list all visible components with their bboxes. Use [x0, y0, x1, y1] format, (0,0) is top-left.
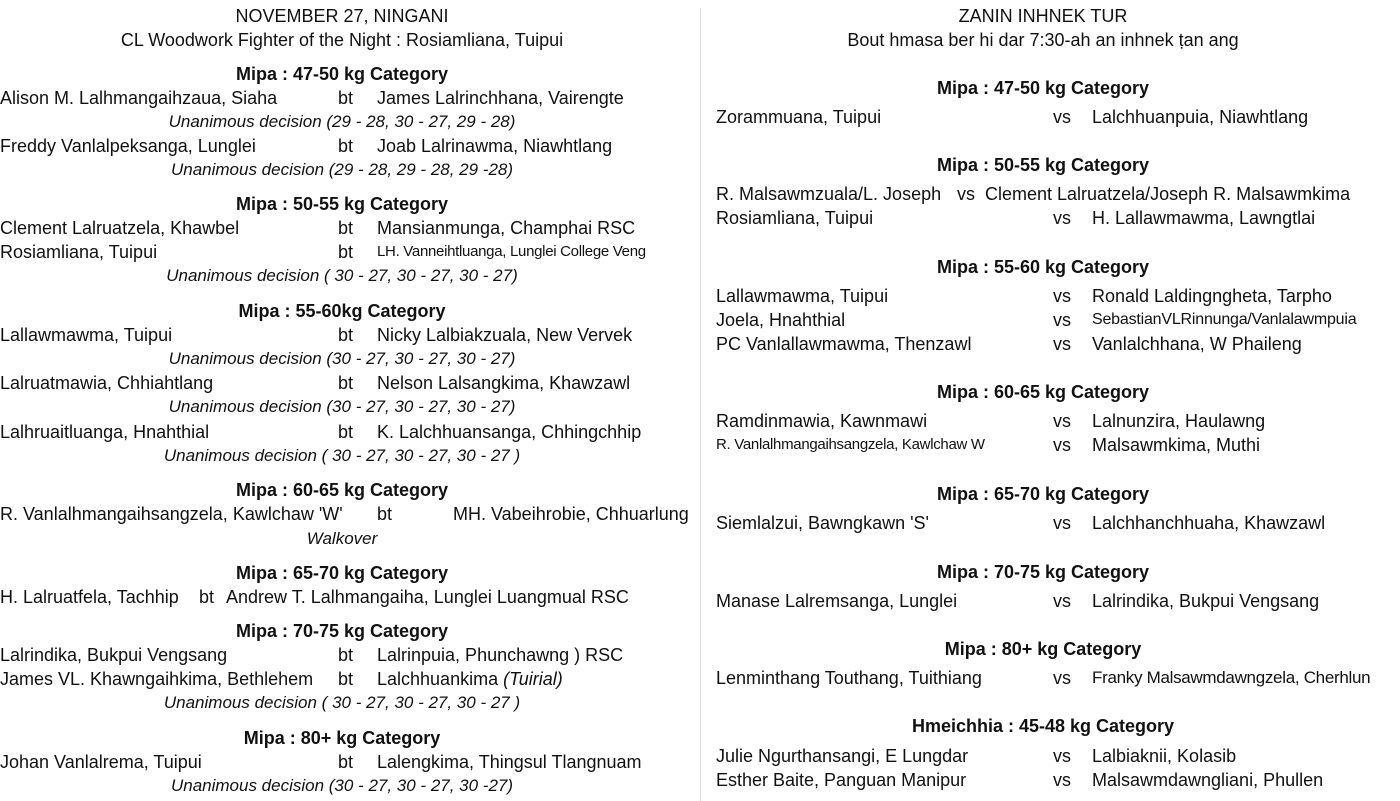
fighter-red: PC Vanlallawmawma, Thenzawl	[716, 334, 972, 354]
fighter-blue: Lalnunzira, Haulawng	[1092, 411, 1266, 431]
results-column	[0, 0, 690, 801]
bout-result: Unanimous decision (30 - 27, 30 - 27, 30 - 27)	[168, 349, 516, 368]
category-heading: Mipa : 50-55 kg Category	[235, 194, 449, 214]
fighter-loser: James Lalrinchhana, Vairengte	[377, 88, 624, 108]
fighter-winner: James VL. Khawngaihkima, Bethlehem	[0, 669, 314, 689]
fighter-red: R. Vanlalhmangaihsangzela, Kawlchaw W	[716, 436, 985, 453]
fighter-of-night: CL Woodwork Fighter of the Night : Rosiamliana, Tuipui	[120, 30, 564, 50]
beat-label: bt	[338, 218, 354, 238]
fighter-blue: SebastianVLRinnunga/Vanlalawmpuia	[1092, 311, 1357, 328]
fighter-winner: Lallawmawma, Tuipui	[0, 325, 173, 345]
bout-result: Unanimous decision (30 - 27, 30 - 27, 30 - 27)	[168, 397, 516, 416]
fighter-loser-note: (Tuirial)	[503, 669, 563, 689]
fighter-blue: Ronald Laldingngheta, Tarpho	[1092, 286, 1332, 306]
category-heading: Mipa : 80+ kg Category	[944, 639, 1142, 659]
versus-label: vs	[1053, 746, 1071, 766]
bout-result: Unanimous decision (30 - 27, 30 - 27, 30 -27)	[170, 776, 514, 795]
versus-label: vs	[1053, 334, 1071, 354]
fighter-red: Lallawmawma, Tuipui	[716, 286, 889, 306]
fighter-loser: Lalrinpuia, Phunchawng ) RSC	[377, 645, 624, 665]
fighter-loser: Andrew T. Lalhmangaiha, Lunglei Luangmual RSC	[226, 587, 629, 607]
fighter-winner: Alison M. Lalhmangaihzaua, Siaha	[0, 88, 278, 108]
beat-label: bt	[377, 504, 393, 524]
category-heading: Mipa : 70-75 kg Category	[235, 621, 449, 641]
fighter-winner: R. Vanlalhmangaihsangzela, Kawlchaw 'W'	[0, 504, 343, 524]
fighter-winner: Johan Vanlalrema, Tuipui	[0, 752, 202, 772]
fighter-loser: MH. Vabeihrobie, Chhuarlung	[453, 504, 689, 524]
versus-label: vs	[1053, 107, 1071, 127]
column-divider	[700, 8, 701, 801]
fighter-loser: Lalengkima, Thingsul Tlangnuam	[377, 752, 642, 772]
fighter-red: Zorammuana, Tuipui	[716, 107, 882, 127]
versus-label: vs	[1053, 310, 1071, 330]
category-heading: Mipa : 60-65 kg Category	[936, 382, 1150, 402]
beat-label: bt	[338, 373, 354, 393]
category-heading: Mipa : 70-75 kg Category	[936, 562, 1150, 582]
bout-result: Unanimous decision ( 30 - 27, 30 - 27, 30 - 27)	[166, 266, 518, 285]
category-heading: Mipa : 55-60kg Category	[238, 301, 446, 321]
bout-result: Unanimous decision ( 30 - 27, 30 - 27, 30 - 27 )	[163, 446, 521, 465]
versus-label: vs	[1053, 435, 1071, 455]
fighter-loser: K. Lalchhuansanga, Chhingchhip	[377, 422, 642, 442]
beat-label: bt	[338, 88, 354, 108]
bout-result: Unanimous decision (29 - 28, 30 - 27, 29 - 28)	[168, 112, 516, 131]
beat-label: bt	[338, 136, 354, 156]
beat-label: bt	[338, 242, 354, 262]
fighter-red: R. Malsawmzuala/L. Joseph	[716, 184, 942, 204]
fighter-winner: Lalhruaitluanga, Hnahthial	[0, 422, 210, 442]
beat-label: bt	[338, 645, 354, 665]
versus-label: vs	[1053, 668, 1071, 688]
fighter-loser: Nelson Lalsangkima, Khawzawl	[377, 373, 631, 393]
fighter-loser: Nicky Lalbiakzuala, New Vervek	[377, 325, 633, 345]
fighter-blue: Lalchhanchhuaha, Khawzawl	[1092, 513, 1326, 533]
category-heading: Mipa : 65-70 kg Category	[936, 484, 1150, 504]
fighter-blue: Malsawmdawngliani, Phullen	[1092, 770, 1324, 790]
bout-result: Unanimous decision (29 - 28, 29 - 28, 29 -28)	[170, 160, 514, 179]
versus-label: vs	[1053, 286, 1071, 306]
fighter-loser	[377, 667, 563, 691]
versus-label: vs	[1053, 513, 1071, 533]
versus-label: vs	[1053, 591, 1071, 611]
fighter-red: Lenminthang Touthang, Tuithiang	[716, 668, 982, 688]
fixtures-title: ZANIN INHNEK TUR	[958, 6, 1128, 26]
fighter-blue: Vanlalchhana, W Phaileng	[1092, 334, 1302, 354]
fighter-blue: Clement Lalruatzela/Joseph R. Malsawmkima	[985, 184, 1351, 204]
bout-result: Unanimous decision ( 30 - 27, 30 - 27, 30 - 27 )	[163, 693, 521, 712]
versus-label: vs	[1053, 208, 1071, 228]
bout-result: Walkover	[306, 529, 378, 548]
results-date: NOVEMBER 27, NINGANI	[235, 6, 449, 26]
beat-label: bt	[338, 325, 354, 345]
fighter-winner: Freddy Vanlalpeksanga, Lunglei	[0, 136, 256, 156]
fighter-winner: Clement Lalruatzela, Khawbel	[0, 218, 240, 238]
category-heading: Mipa : 80+ kg Category	[243, 728, 441, 748]
versus-label: vs	[1053, 411, 1071, 431]
fixtures-column	[716, 0, 1400, 801]
fighter-winner: Lalrindika, Bukpui Vengsang	[0, 645, 228, 665]
beat-label: bt	[338, 752, 354, 772]
fighter-loser-name: Lalchhuankima	[377, 669, 499, 689]
fighter-blue: Franky Malsawmdawngzela, Cherhlun	[1092, 668, 1371, 687]
fighter-loser: Joab Lalrinawma, Niawhtlang	[377, 136, 613, 156]
fighter-red: Esther Baite, Panguan Manipur	[716, 770, 967, 790]
versus-label: vs	[957, 184, 975, 204]
beat-label: bt	[338, 669, 354, 689]
fighter-red: Ramdinmawia, Kawnmawi	[716, 411, 928, 431]
category-heading: Mipa : 65-70 kg Category	[235, 563, 449, 583]
category-heading: Mipa : 55-60 kg Category	[936, 257, 1150, 277]
fighter-red: Manase Lalremsanga, Lunglei	[716, 591, 958, 611]
fighter-red: Rosiamliana, Tuipui	[716, 208, 874, 228]
category-heading: Mipa : 47-50 kg Category	[936, 78, 1150, 98]
fighter-loser: Mansianmunga, Champhai RSC	[377, 218, 636, 238]
category-heading: Mipa : 50-55 kg Category	[936, 155, 1150, 175]
fighter-blue: H. Lallawmawma, Lawngtlai	[1092, 208, 1316, 228]
category-heading: Mipa : 47-50 kg Category	[235, 64, 449, 84]
category-heading: Mipa : 60-65 kg Category	[235, 480, 449, 500]
fighter-winner: Rosiamliana, Tuipui	[0, 242, 158, 262]
fighter-blue: Malsawmkima, Muthi	[1092, 435, 1261, 455]
category-heading: Hmeichhia : 45-48 kg Category	[911, 716, 1175, 736]
fighter-blue: Lalchhuanpuia, Niawhtlang	[1092, 107, 1309, 127]
beat-label: bt	[199, 587, 215, 607]
fighter-red: Joela, Hnahthial	[716, 310, 846, 330]
fighter-loser: LH. Vanneihtluanga, Lunglei College Veng	[377, 243, 646, 260]
fighter-blue: Lalrindika, Bukpui Vengsang	[1092, 591, 1320, 611]
versus-label: vs	[1053, 770, 1071, 790]
fighter-blue: Lalbiaknii, Kolasib	[1092, 746, 1237, 766]
fighter-winner: Lalruatmawia, Chhiahtlang	[0, 373, 214, 393]
fighter-winner: H. Lalruatfela, Tachhip	[0, 587, 179, 607]
fighter-red: Siemlalzui, Bawngkawn 'S'	[716, 513, 929, 533]
beat-label: bt	[338, 422, 354, 442]
fixtures-subtitle: Bout hmasa ber hi dar 7:30-ah an inhnek ṭan ang	[847, 30, 1239, 50]
fighter-red: Julie Ngurthansangi, E Lungdar	[716, 746, 969, 766]
